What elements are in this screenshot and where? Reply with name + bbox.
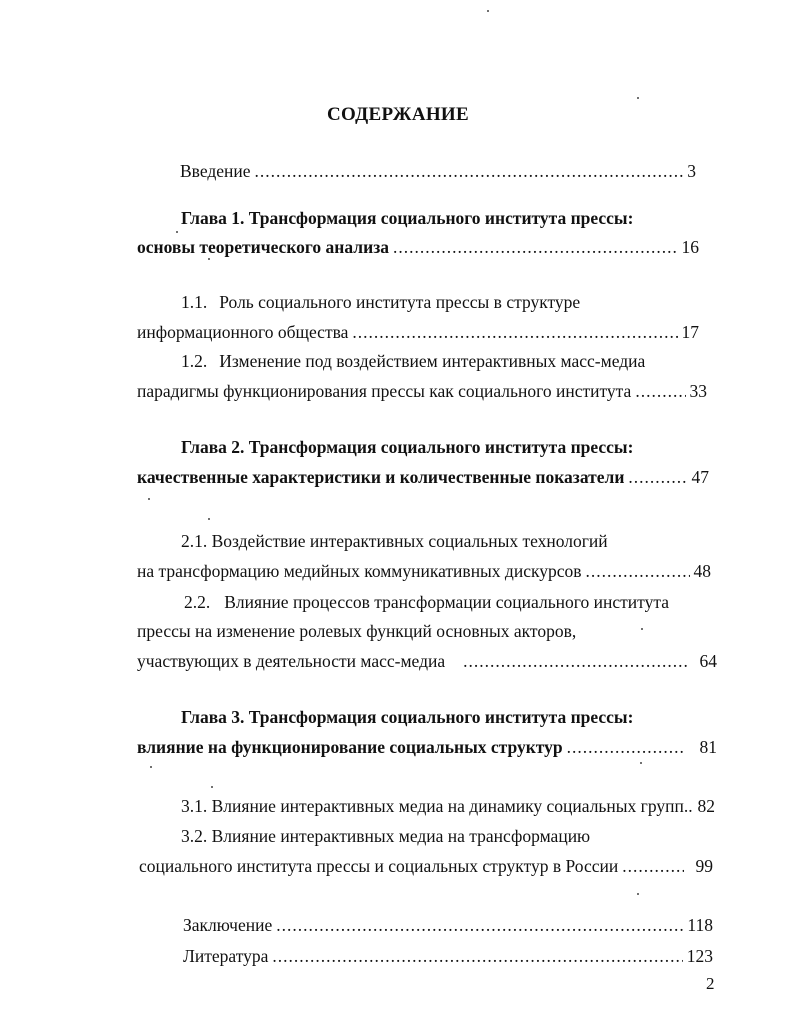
- toc-entry-literature: [183, 945, 713, 967]
- leader-dots: [272, 945, 682, 967]
- leader-dots: [352, 321, 677, 343]
- leader-dots: [393, 236, 678, 258]
- section-1-2-continuation: парадигмы функционирования прессы как социального института: [137, 381, 632, 401]
- scan-speck: [176, 231, 178, 233]
- toc-page-number: 3: [687, 161, 696, 181]
- scan-speck: [637, 893, 639, 895]
- chapter-3-subtitle: влияние на функционирование социальных структур: [137, 737, 563, 757]
- toc-page-number: 16: [681, 237, 699, 257]
- section-number: 1.1.: [181, 292, 208, 312]
- section-number: 2.2.: [184, 592, 211, 612]
- scan-speck: [487, 10, 489, 12]
- leader-dots: [567, 736, 686, 758]
- toc-entry-section-1-2: [137, 380, 707, 402]
- leader-dots: [622, 855, 683, 877]
- scan-speck: [637, 97, 639, 99]
- toc-entry-text: Литература: [183, 946, 269, 966]
- toc-entry-conclusion: [183, 914, 713, 936]
- page-number: 2: [706, 974, 715, 993]
- toc-page-number: 47: [691, 467, 709, 487]
- toc-entry-chapter-3: [137, 736, 717, 758]
- toc-page-number: 48: [693, 561, 711, 581]
- section-2-1-continuation: на трансформацию медийных коммуникативных дискурсов: [137, 561, 582, 581]
- toc-entry-section-2-2: [137, 650, 717, 672]
- scan-speck: [150, 766, 152, 768]
- section-text: Влияние процессов трансформации социального института: [224, 592, 669, 612]
- section-2-2-title: [184, 591, 669, 613]
- leader-dots: [276, 914, 683, 936]
- scan-speck: [208, 518, 210, 520]
- scan-speck: [148, 498, 150, 500]
- section-3-2-title: 3.2. Влияние интерактивных медиа на трансформацию: [181, 826, 591, 846]
- chapter-2-subtitle: качественные характеристики и количественные показатели: [137, 467, 625, 487]
- chapter-1-subtitle: основы теоретического анализа: [137, 237, 389, 257]
- section-number: 1.2.: [181, 351, 208, 371]
- leader-dots: [628, 466, 687, 488]
- section-1-1-title: [181, 291, 580, 313]
- section-2-2-line-2: прессы на изменение ролевых функций основных акторов,: [137, 621, 577, 641]
- section-1-1-continuation: информационного общества: [137, 322, 349, 342]
- toc-page-number: 64: [699, 651, 717, 671]
- toc-page-number: 33: [689, 381, 707, 401]
- leader-dots: [586, 560, 690, 582]
- toc-entry-chapter-2: [137, 466, 709, 488]
- toc-page-number: 123: [686, 946, 713, 966]
- section-3-2-continuation: социального института прессы и социальных структур в России: [139, 856, 619, 876]
- leader-dots: [463, 650, 689, 672]
- scan-speck: [640, 762, 642, 764]
- leader-dots: [255, 160, 684, 182]
- scan-speck: [208, 258, 210, 260]
- toc-page-number: 81: [699, 737, 717, 757]
- toc-entry-section-2-1: [137, 560, 711, 582]
- section-text: Изменение под воздействием интерактивных масс-медиа: [219, 351, 646, 371]
- toc-entry-chapter-1: [137, 236, 699, 258]
- section-2-1-title: 2.1. Воздействие интерактивных социальных технологий: [181, 531, 608, 551]
- toc-entry-section-1-1: [137, 321, 699, 343]
- toc-page-number: 17: [681, 322, 699, 342]
- toc-page-number: 99: [695, 856, 713, 876]
- chapter-3-title: Глава 3. Трансформация социального института прессы:: [181, 707, 634, 727]
- section-2-2-continuation: участвующих в деятельности масс-медиа: [137, 651, 446, 671]
- chapter-2-title: Глава 2. Трансформация социального института прессы:: [181, 437, 634, 457]
- page-title: СОДЕРЖАНИЕ: [327, 104, 469, 125]
- chapter-1-title: Глава 1. Трансформация социального института прессы:: [181, 208, 634, 228]
- toc-entry-text: Заключение: [183, 915, 273, 935]
- section-text: Роль социального института прессы в структуре: [219, 292, 581, 312]
- section-1-2-title: [181, 350, 645, 372]
- toc-page-number: 82: [697, 796, 715, 816]
- toc-entry-section-3-2: [139, 855, 713, 877]
- toc-entry-section-3-1: [181, 795, 715, 817]
- leader-dots: [635, 380, 685, 402]
- toc-entry-text: Введение: [180, 161, 251, 181]
- scan-speck: [641, 628, 643, 630]
- section-3-1-title: 3.1. Влияние интерактивных медиа на динамику социальных групп..: [181, 796, 693, 816]
- scan-speck: [211, 786, 213, 788]
- toc-page-number: 118: [687, 915, 713, 935]
- toc-entry-intro: [180, 160, 696, 182]
